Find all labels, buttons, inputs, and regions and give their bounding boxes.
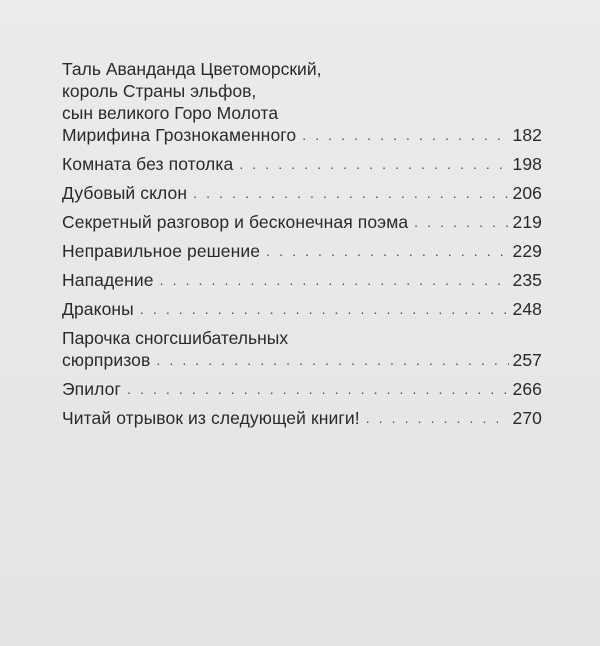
toc-page-number: 198 [512, 154, 542, 174]
toc-entry-line: сын великого Горо Молота [62, 103, 279, 123]
dot-leader [160, 269, 509, 291]
toc-entry-line: король Страны эльфов, [62, 81, 257, 101]
dot-leader [366, 407, 509, 429]
toc-entry-epilog [62, 378, 542, 400]
toc-entry-napadenie [62, 269, 542, 291]
toc-entry-title: Читай отрывок из следующей книги! [62, 408, 360, 428]
toc-entry-last-line [62, 349, 542, 371]
dot-leader [193, 182, 508, 204]
toc-entry-title: Нападение [62, 270, 154, 290]
toc-entry-dubovyi-sklon [62, 182, 542, 204]
dot-leader [156, 349, 508, 371]
toc-page-number: 235 [512, 270, 542, 290]
toc-entry-title: Драконы [62, 299, 134, 319]
toc-page-number: 257 [512, 350, 542, 370]
toc-entry-nepravilnoe-reshenie [62, 240, 542, 262]
toc-entry-komnata [62, 153, 542, 175]
toc-page-number: 229 [512, 241, 542, 261]
toc-entry-sekretnyi-razgovor [62, 211, 542, 233]
toc-entry-line: Парочка сногсшибательных [62, 328, 289, 348]
dot-leader [414, 211, 508, 233]
toc-page-number: 219 [512, 212, 542, 232]
toc-entry-title: Неправильное решение [62, 241, 261, 261]
table-of-contents [62, 58, 542, 436]
toc-entry-line: Таль Аванданда Цветоморский, [62, 59, 322, 79]
toc-page-number: 206 [512, 183, 542, 203]
toc-page-number: 266 [512, 379, 542, 399]
toc-page-number: 270 [512, 408, 542, 428]
toc-entry-drakony [62, 298, 542, 320]
toc-entry-title: сюрпризов [62, 350, 151, 370]
dot-leader [140, 298, 509, 320]
toc-entry-title: Дубовый склон [62, 183, 188, 203]
toc-entry-parochka-syurprizov [62, 327, 542, 371]
toc-entry-title: Секретный разговор и бесконечная поэма [62, 212, 409, 232]
toc-entry-title: Мирифина Грознокаменного [62, 125, 297, 145]
dot-leader [302, 124, 508, 146]
toc-page-number: 248 [512, 299, 542, 319]
toc-entry-title: Эпилог [62, 379, 121, 399]
toc-entry-last-line [62, 124, 542, 146]
dot-leader [266, 240, 508, 262]
toc-entry-tal-avandanda [62, 58, 542, 146]
toc-entry-chitai-otryvok [62, 407, 542, 429]
toc-page-number: 182 [512, 125, 542, 145]
toc-entry-title: Комната без потолка [62, 154, 234, 174]
dot-leader [127, 378, 509, 400]
dot-leader [239, 153, 508, 175]
